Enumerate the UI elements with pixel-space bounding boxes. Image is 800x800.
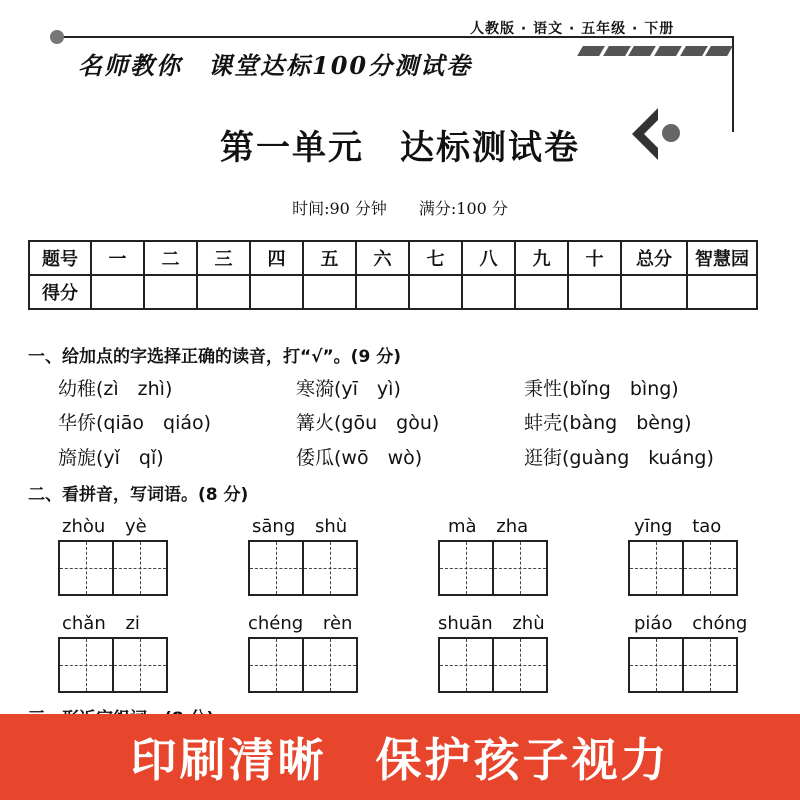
score-cell: [356, 275, 409, 309]
section-1-title: 一、给加点的字选择正确的读音，打“√”。(9 分): [28, 347, 401, 367]
table-header-cell: 七: [409, 241, 462, 275]
pinyin-prompt: zhòu yè: [62, 516, 147, 537]
table-header-cell: 十: [568, 241, 621, 275]
reading-item: 倭瓜(wō wò): [296, 447, 423, 469]
header-side-rule: [732, 36, 734, 132]
writing-grid[interactable]: [248, 540, 358, 596]
score-cell: [568, 275, 621, 309]
header-dot: [50, 30, 64, 44]
reading-item: 幼稚(zì zhì): [58, 378, 173, 400]
series-title: 名师教你 课堂达标100分测试卷: [78, 51, 473, 80]
pinyin-prompt: mà zha: [448, 516, 529, 537]
score-cell: [621, 275, 687, 309]
table-header-cell: 四: [250, 241, 303, 275]
pinyin-prompt: sāng shù: [252, 516, 348, 537]
table-header-cell: 九: [515, 241, 568, 275]
score-cell: [687, 275, 757, 309]
writing-grid[interactable]: [58, 540, 168, 596]
pinyin-prompt: shuān zhù: [438, 613, 545, 634]
page-title: 第一单元 达标测试卷: [220, 128, 580, 168]
writing-grid[interactable]: [628, 540, 738, 596]
reading-item: 逛街(guàng kuáng): [524, 447, 714, 469]
pinyin-prompt: piáo chóng: [634, 613, 748, 634]
time-info: 时间:90 分钟 满分:100 分: [292, 199, 508, 218]
table-row: [29, 275, 757, 309]
writing-grid[interactable]: [628, 637, 738, 693]
score-cell: [303, 275, 356, 309]
table-header-cell: 八: [462, 241, 515, 275]
score-table: [28, 240, 758, 310]
writing-grid[interactable]: [438, 637, 548, 693]
reading-item: 篝火(gōu gòu): [296, 412, 440, 434]
table-header-cell: 总分: [621, 241, 687, 275]
table-header-cell: 五: [303, 241, 356, 275]
reading-item: 寒漪(yī yì): [296, 378, 401, 400]
writing-grid[interactable]: [58, 637, 168, 693]
reading-item: 秉性(bǐng bìng): [524, 378, 679, 400]
promo-banner: [0, 714, 800, 800]
edition-label: 人教版 · 语文 · 五年级 · 下册: [470, 21, 675, 37]
score-cell: [409, 275, 462, 309]
score-cell: [197, 275, 250, 309]
score-cell: [144, 275, 197, 309]
table-header-cell: 三: [197, 241, 250, 275]
score-cell: [462, 275, 515, 309]
banner-text: 印刷清晰 保护孩子视力: [130, 733, 670, 787]
table-header-cell: 二: [144, 241, 197, 275]
table-header-cell: 六: [356, 241, 409, 275]
pinyin-prompt: yīng tao: [634, 516, 722, 537]
score-cell: [515, 275, 568, 309]
score-row-label: 得分: [29, 275, 91, 309]
pinyin-prompt: chéng rèn: [248, 613, 353, 634]
table-header-cell: 一: [91, 241, 144, 275]
reading-item: 华侨(qiāo qiáo): [58, 412, 212, 434]
reading-item: 旖旎(yǐ qǐ): [58, 447, 164, 469]
score-cell: [91, 275, 144, 309]
table-header-cell: 智慧园: [687, 241, 757, 275]
header-stripes: [580, 46, 730, 56]
table-header-row: [29, 241, 757, 275]
writing-grid[interactable]: [438, 540, 548, 596]
section-2-title: 二、看拼音，写词语。(8 分): [28, 485, 249, 505]
writing-grid[interactable]: [248, 637, 358, 693]
score-cell: [250, 275, 303, 309]
pinyin-prompt: chǎn zi: [62, 613, 140, 634]
reading-item: 蚌壳(bàng bèng): [524, 412, 692, 434]
table-header-cell: 题号: [29, 241, 91, 275]
